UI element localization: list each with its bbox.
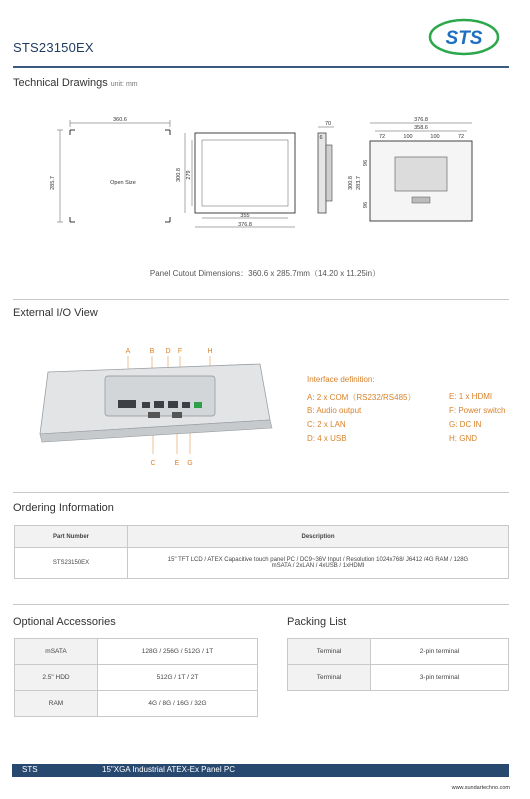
table-row xyxy=(15,691,258,717)
interface-item: B: Audio output xyxy=(307,406,362,415)
accessory-name: mSATA xyxy=(15,639,98,665)
svg-text:F: F xyxy=(177,348,183,355)
svg-text:Open Size: Open Size xyxy=(110,180,136,186)
svg-text:B: B xyxy=(149,348,155,355)
packing-item: Terminal xyxy=(288,665,371,691)
svg-text:376.8: 376.8 xyxy=(238,222,252,228)
logo-text: STS xyxy=(445,28,483,49)
packing-detail: 3-pin terminal xyxy=(371,665,509,691)
panel-cutout-dimensions: Panel Cutout Dimensions：360.6 x 285.7mm（14.20 x 11.25in） xyxy=(149,269,381,278)
packing-item: Terminal xyxy=(288,639,371,665)
svg-text:300.8: 300.8 xyxy=(176,168,182,182)
interface-item: C: 2 x LAN xyxy=(307,420,346,429)
svg-text:H: H xyxy=(207,348,213,355)
svg-text:G: G xyxy=(187,460,193,467)
interface-item: D: 4 x USB xyxy=(307,434,347,443)
description-line: mSATA / 2xLAN / 4xUSB / 1xHDMI xyxy=(271,563,365,569)
packing-detail: 2-pin terminal xyxy=(371,639,509,665)
accessories-table xyxy=(14,638,258,717)
svg-text:D: D xyxy=(165,348,171,355)
ordering-heading: Ordering Information xyxy=(13,502,114,514)
col-description: Description xyxy=(128,526,509,548)
table-row xyxy=(15,639,258,665)
part-number-cell: STS23150EX xyxy=(15,548,128,579)
io-view-drawing xyxy=(30,342,290,472)
svg-text:96: 96 xyxy=(363,201,369,209)
packing-table xyxy=(287,638,509,691)
svg-text:72: 72 xyxy=(457,134,465,140)
accessory-options: 128G / 256G / 512G / 1T xyxy=(98,639,258,665)
accessory-options: 512G / 1T / 2T xyxy=(98,665,258,691)
io-top-letters xyxy=(126,348,213,355)
svg-text:100: 100 xyxy=(430,134,440,140)
svg-text:279: 279 xyxy=(186,170,192,180)
table-row xyxy=(288,639,509,665)
description-line: 15" TFT LCD / ATEX Capacitive touch panel PC / DC9~36V Input / Resolution 1024x768/ J6412 /4G RAM / 128G xyxy=(167,557,469,563)
svg-text:100: 100 xyxy=(403,134,413,140)
accessory-options: 4G / 8G / 16G / 32G xyxy=(98,691,258,717)
unit-label: unit: mm xyxy=(110,81,138,88)
interface-definition-title: Interface definition: xyxy=(307,375,375,384)
description-cell xyxy=(128,548,509,579)
header-rule xyxy=(13,66,509,68)
svg-text:6: 6 xyxy=(319,135,323,141)
col-part-number: Part Number xyxy=(15,526,128,548)
technical-heading-text: Technical Drawings xyxy=(13,77,108,89)
interface-item: G: DC IN xyxy=(449,420,482,429)
svg-text:300.8: 300.8 xyxy=(348,176,354,190)
packing-heading: Packing List xyxy=(287,616,347,628)
side-view-drawing xyxy=(318,121,334,213)
ordering-table xyxy=(14,525,509,579)
svg-text:96: 96 xyxy=(363,159,369,167)
svg-text:E: E xyxy=(174,460,180,467)
cutout-drawing xyxy=(50,117,170,222)
footer-brand: STS xyxy=(22,765,38,774)
interface-item: E: 1 x HDMI xyxy=(449,392,493,401)
rear-view-drawing xyxy=(348,117,472,221)
io-heading: External I/O View xyxy=(13,307,98,319)
divider xyxy=(13,604,509,605)
divider xyxy=(13,492,509,493)
interface-item: F: Power switch xyxy=(449,406,506,415)
interface-item: H: GND xyxy=(449,434,477,443)
svg-text:360.6: 360.6 xyxy=(113,117,127,123)
technical-drawings xyxy=(40,115,480,235)
footer-product: 15"XGA Industrial ATEX-Ex Panel PC xyxy=(102,765,235,774)
accessories-heading: Optional Accessories xyxy=(13,616,116,628)
interface-list-left xyxy=(307,392,437,448)
accessory-name: 2.5" HDD xyxy=(15,665,98,691)
table-row xyxy=(15,548,509,579)
footer-bar xyxy=(12,764,509,777)
divider xyxy=(13,299,509,300)
svg-text:70: 70 xyxy=(324,121,332,127)
svg-text:C: C xyxy=(150,460,156,467)
front-view-drawing xyxy=(176,133,295,228)
io-bottom-letters xyxy=(150,460,192,467)
svg-text:A: A xyxy=(125,348,131,355)
table-row xyxy=(15,665,258,691)
svg-text:358.6: 358.6 xyxy=(414,125,428,131)
interface-item: A: 2 x COM（RS232/RS485） xyxy=(307,393,416,402)
technical-heading xyxy=(13,77,138,89)
sts-logo xyxy=(428,18,500,56)
svg-text:285.7: 285.7 xyxy=(50,176,56,190)
accessory-name: RAM xyxy=(15,691,98,717)
page-title: STS23150EX xyxy=(13,40,94,55)
svg-text:72: 72 xyxy=(378,134,386,140)
svg-text:355: 355 xyxy=(240,213,250,219)
svg-text:283.7: 283.7 xyxy=(356,176,362,190)
website-link[interactable]: www.sundartechno.com xyxy=(451,785,510,791)
svg-text:376.8: 376.8 xyxy=(414,117,428,123)
table-row xyxy=(288,665,509,691)
interface-list-right xyxy=(449,392,529,448)
